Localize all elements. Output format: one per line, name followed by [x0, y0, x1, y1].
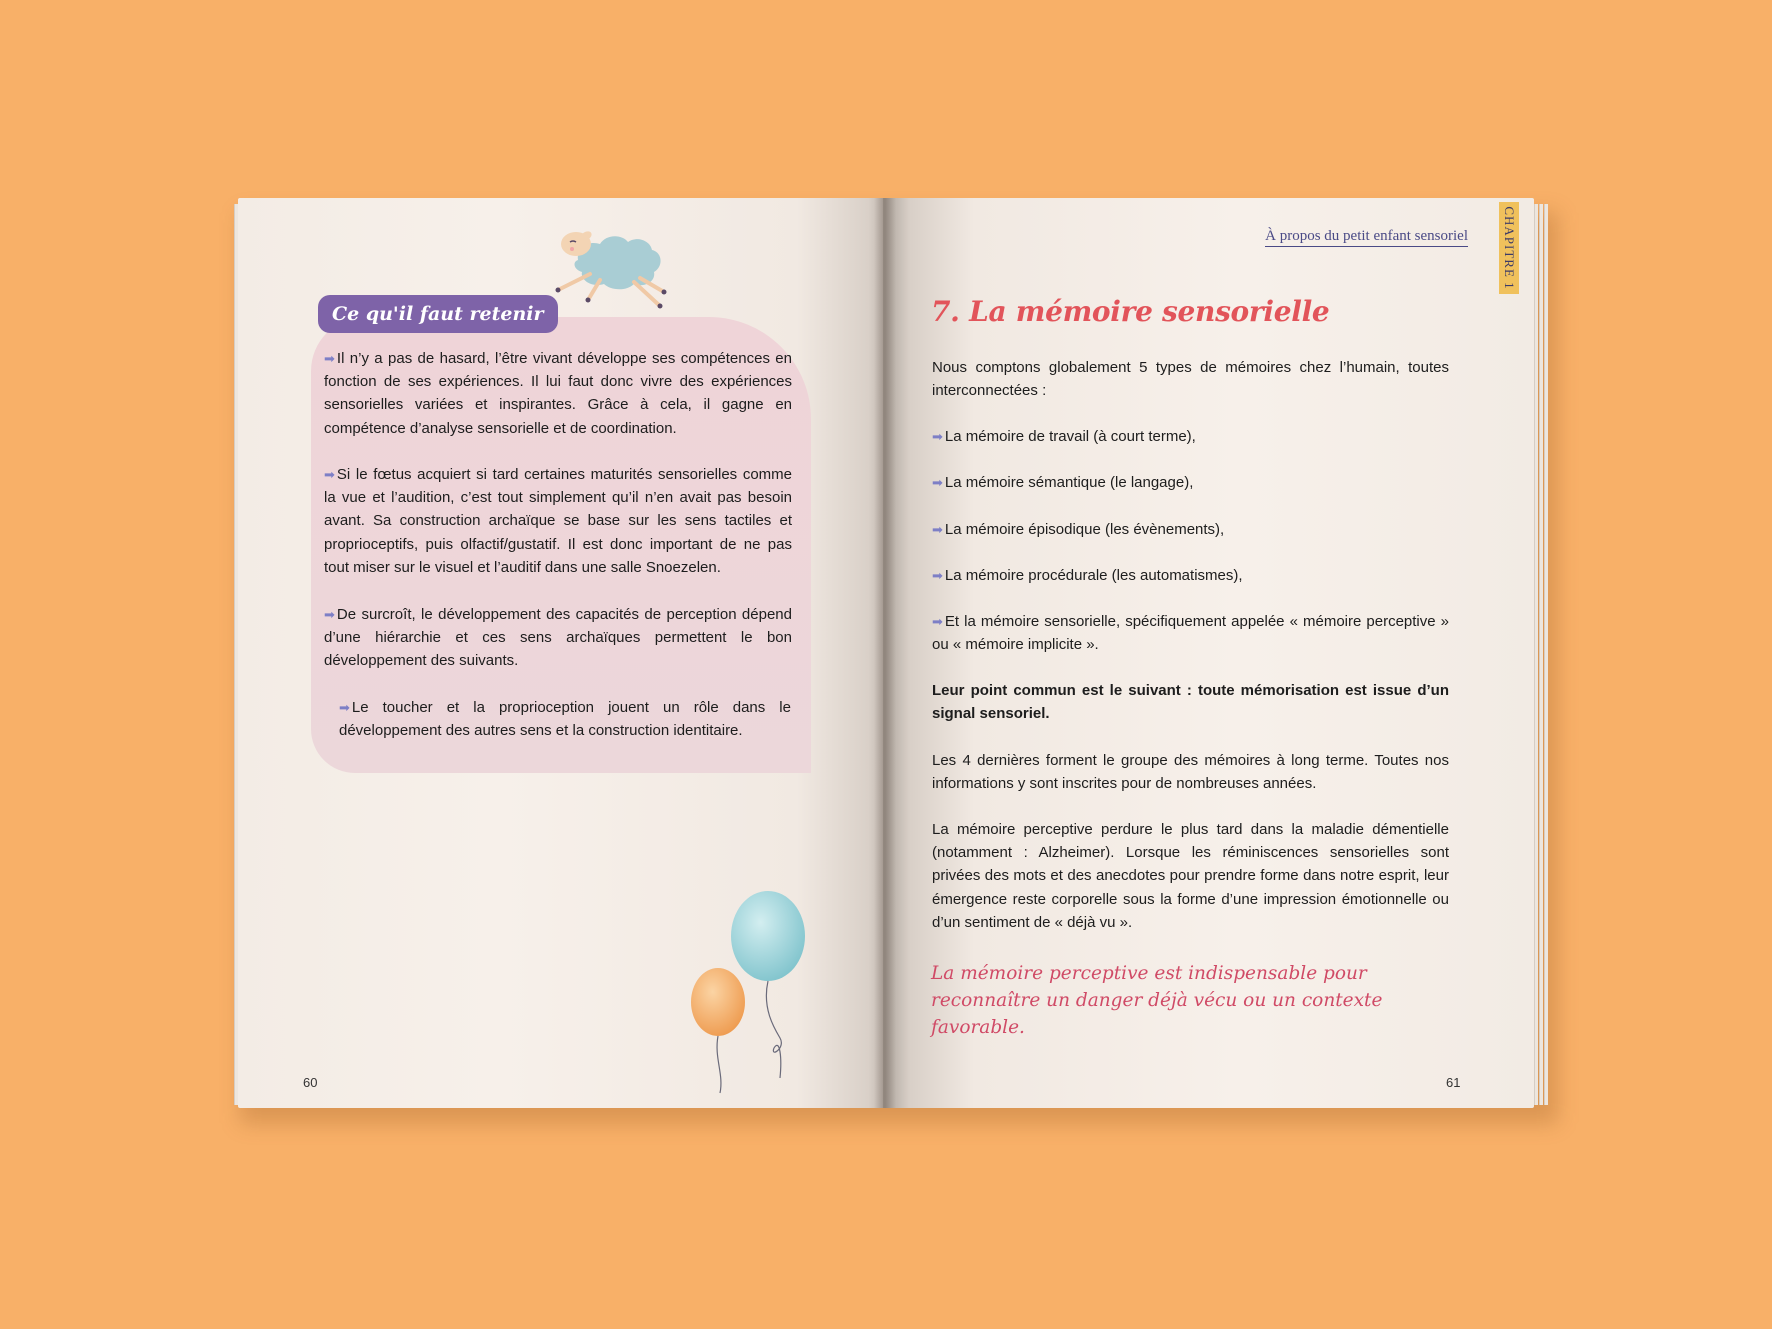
book-gutter: [874, 198, 896, 1108]
memory-type-item: ➡ La mémoire procédurale (les automatismes),: [932, 567, 1243, 584]
memory-type-item: ➡ La mémoire de travail (à court terme),: [932, 428, 1196, 445]
summary-paragraph-1: ➡ Il n’y a pas de hasard, l’être vivant développe ses compétences en fonction de ses expériences. Il lui faut donc vivre des expériences sensorielles variées et inspirantes. Grâce à cela, il gagne en compétence d’analyse sensorielle et de coordination.: [324, 350, 792, 437]
page-number-right: 61: [1446, 1075, 1461, 1090]
summary-title-tag: [318, 295, 558, 333]
section-heading: 7. La mémoire sensorielle: [931, 295, 1330, 328]
memory-type-item: ➡ La mémoire épisodique (les évènements),: [932, 521, 1225, 538]
sheep-icon: [548, 218, 698, 318]
right-page-edges-2: [1539, 204, 1543, 1105]
summary-paragraph-4: ➡ Le toucher et la proprioception jouent un rôle dans le développement des autres sens et la construction identitaire.: [339, 699, 791, 740]
pull-quote: La mémoire perceptive est indispensable pour reconnaître un danger déjà vécu ou un contexte favorable.: [931, 963, 1383, 1038]
arrow-right-icon: ➡: [324, 467, 335, 482]
right-page-edges-3: [1544, 204, 1548, 1105]
arrow-right-icon: ➡: [932, 568, 943, 583]
memory-type-item: ➡ La mémoire sémantique (le langage),: [932, 474, 1194, 491]
balloons-icon: [690, 888, 810, 1098]
long-term-paragraph: Les 4 dernières forment le groupe des mémoires à long terme. Toutes nos informations y sont inscrites pour de nombreuses années.: [932, 752, 1449, 793]
chapter-tab: [1499, 202, 1519, 294]
memory-type-item: ➡ Et la mémoire sensorielle, spécifiquement appelée « mémoire perceptive » ou « mémoire implicite ».: [932, 613, 1449, 654]
arrow-right-icon: ➡: [932, 429, 943, 444]
open-book: [234, 198, 1551, 1113]
right-page-edges: [1534, 204, 1538, 1105]
arrow-right-icon: ➡: [324, 351, 335, 366]
summary-paragraph-2: ➡ Si le fœtus acquiert si tard certaines maturités sensorielles comme la vue et l’audition, c’est tout simplement qu’il n’en avait pas besoin avant. Sa construction archaïque se base sur les sens tactiles et proprioceptifs, puis olfactif/gustatif. Il est donc important de ne pas tout miser sur le visuel et l’auditif dans une salle Snoezelen.: [324, 466, 792, 576]
left-page: [238, 198, 888, 1108]
page-number-left: 60: [303, 1075, 318, 1090]
chapter-tab-label: CHAPITRE 1: [1502, 206, 1517, 290]
arrow-right-icon: ➡: [932, 475, 943, 490]
summary-title: Ce qu'il faut retenir: [332, 303, 544, 325]
arrow-right-icon: ➡: [339, 700, 350, 715]
alzheimer-paragraph: La mémoire perceptive perdure le plus tard dans la maladie démentielle (notamment : Alzheimer). Lorsque les réminiscences sensorielles sont privées des mots et des anecdotes pour prendre forme dans notre esprit, leur émergence reste corporelle sous la forme d’une impression émotionnelle ou d’un sentiment de « déjà vu ».: [932, 821, 1449, 931]
arrow-right-icon: ➡: [324, 607, 335, 622]
running-header: À propos du petit enfant sensoriel: [1265, 228, 1468, 247]
arrow-right-icon: ➡: [932, 614, 943, 629]
intro-paragraph: Nous comptons globalement 5 types de mémoires chez l’humain, toutes interconnectées :: [932, 359, 1449, 400]
right-page: [883, 198, 1534, 1108]
bold-statement: Leur point commun est le suivant : toute mémorisation est issue d’un signal sensoriel.: [932, 682, 1449, 723]
arrow-right-icon: ➡: [932, 522, 943, 537]
summary-paragraph-3: ➡ De surcroît, le développement des capacités de perception dépend d’une hiérarchie et ces sens archaïques permettent le bon développement des suivants.: [324, 606, 792, 670]
